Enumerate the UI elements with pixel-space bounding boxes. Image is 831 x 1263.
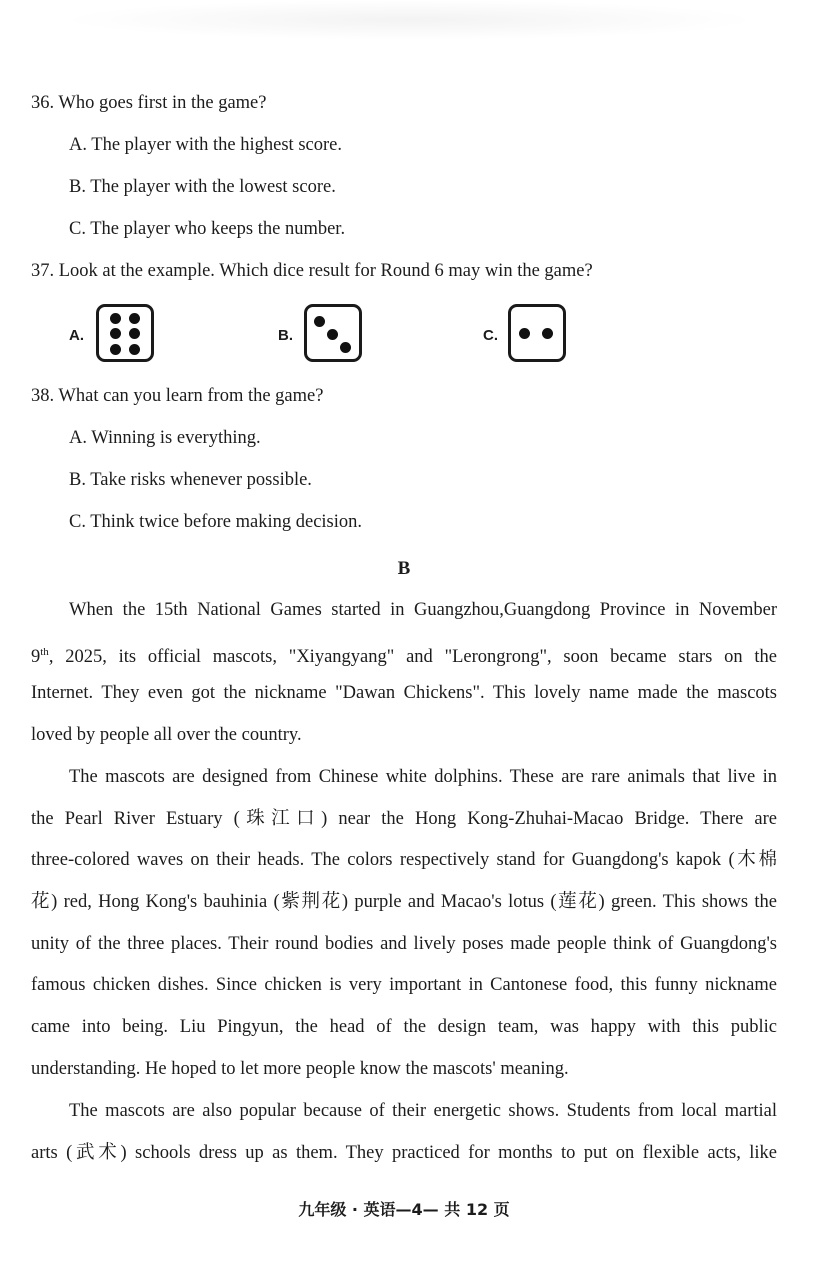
- dice-pip: [129, 328, 140, 339]
- passage-line: Internet. They even got the nickname "Dawan Chickens". This lovely name made the mascots: [31, 683, 777, 704]
- passage-line: When the 15th National Games started in Guangzhou,Guangdong Province in November: [69, 600, 777, 620]
- page-footer: 九年级 · 英语—4— 共 12 页: [298, 1200, 510, 1219]
- dice-six-icon: [96, 304, 154, 362]
- passage-paragraph-1: [31, 590, 777, 757]
- dice-pip: [129, 344, 140, 355]
- question-38-option-a: A. Winning is everything.: [69, 428, 261, 448]
- question-38-option-c: C. Think twice before making decision.: [69, 512, 363, 532]
- question-37-stem: 37. Look at the example. Which dice result for Round 6 may win the game?: [31, 261, 593, 281]
- dice-pip: [519, 328, 530, 339]
- dice-option-c-letter: C.: [483, 327, 498, 344]
- dice-pip: [129, 313, 140, 324]
- question-36-option-c: C. The player who keeps the number.: [69, 219, 346, 239]
- dice-three-icon: [304, 304, 362, 362]
- dice-pip: [542, 328, 553, 339]
- passage-paragraph-3: [31, 1091, 777, 1174]
- dice-pip: [340, 342, 351, 353]
- question-36-option-a: A. The player with the highest score.: [69, 135, 342, 155]
- passage-line: understanding. He hoped to let more people know the mascots' meaning.: [31, 1058, 569, 1079]
- dice-pip: [327, 329, 338, 340]
- passage-paragraph-2: [31, 757, 777, 1091]
- passage-line: The mascots are also popular because of their energetic shows. Students from local martial: [69, 1101, 777, 1121]
- scan-smudge: [60, 0, 760, 40]
- dice-pip: [314, 316, 325, 327]
- question-38-stem: 38. What can you learn from the game?: [31, 386, 324, 406]
- dice-pip: [110, 328, 121, 339]
- passage-line: The mascots are designed from Chinese white dolphins. These are rare animals that live in: [69, 767, 777, 787]
- passage-line: three-colored waves on their heads. The colors respectively stand for Guangdong's kapok (木棉: [31, 850, 777, 871]
- dice-options: [0, 302, 831, 370]
- dice-two-icon: [508, 304, 566, 362]
- section-title: B: [397, 558, 411, 579]
- question-36-option-b: B. The player with the lowest score.: [69, 177, 336, 197]
- passage-line: arts (武术) schools dress up as them. They practiced for months to put on flexible acts, like: [31, 1142, 777, 1163]
- passage-line: the Pearl River Estuary (珠江口) near the Hong Kong-Zhuhai-Macao Bridge. There are: [31, 808, 777, 829]
- dice-option-b-letter: B.: [278, 327, 293, 344]
- question-36-stem: 36. Who goes first in the game?: [31, 93, 267, 113]
- passage-line: loved by people all over the country.: [31, 725, 302, 746]
- dice-option-a-letter: A.: [69, 327, 84, 344]
- passage-line: 9th, 2025, its official mascots, "Xiyangyang" and "Lerongrong", soon became stars on the: [31, 645, 777, 667]
- passage-line: famous chicken dishes. Since chicken is very important in Cantonese food, this funny nickname: [31, 975, 777, 996]
- passage-line: 花) red, Hong Kong's bauhinia (紫荆花) purple and Macao's lotus (莲花) green. This shows the: [31, 892, 777, 913]
- dice-pip: [110, 344, 121, 355]
- passage-line: unity of the three places. Their round bodies and lively poses made people think of Guangdong's: [31, 933, 777, 954]
- passage-line: came into being. Liu Pingyun, the head of the design team, was happy with this public: [31, 1017, 777, 1038]
- dice-pip: [110, 313, 121, 324]
- question-38-option-b: B. Take risks whenever possible.: [69, 470, 312, 490]
